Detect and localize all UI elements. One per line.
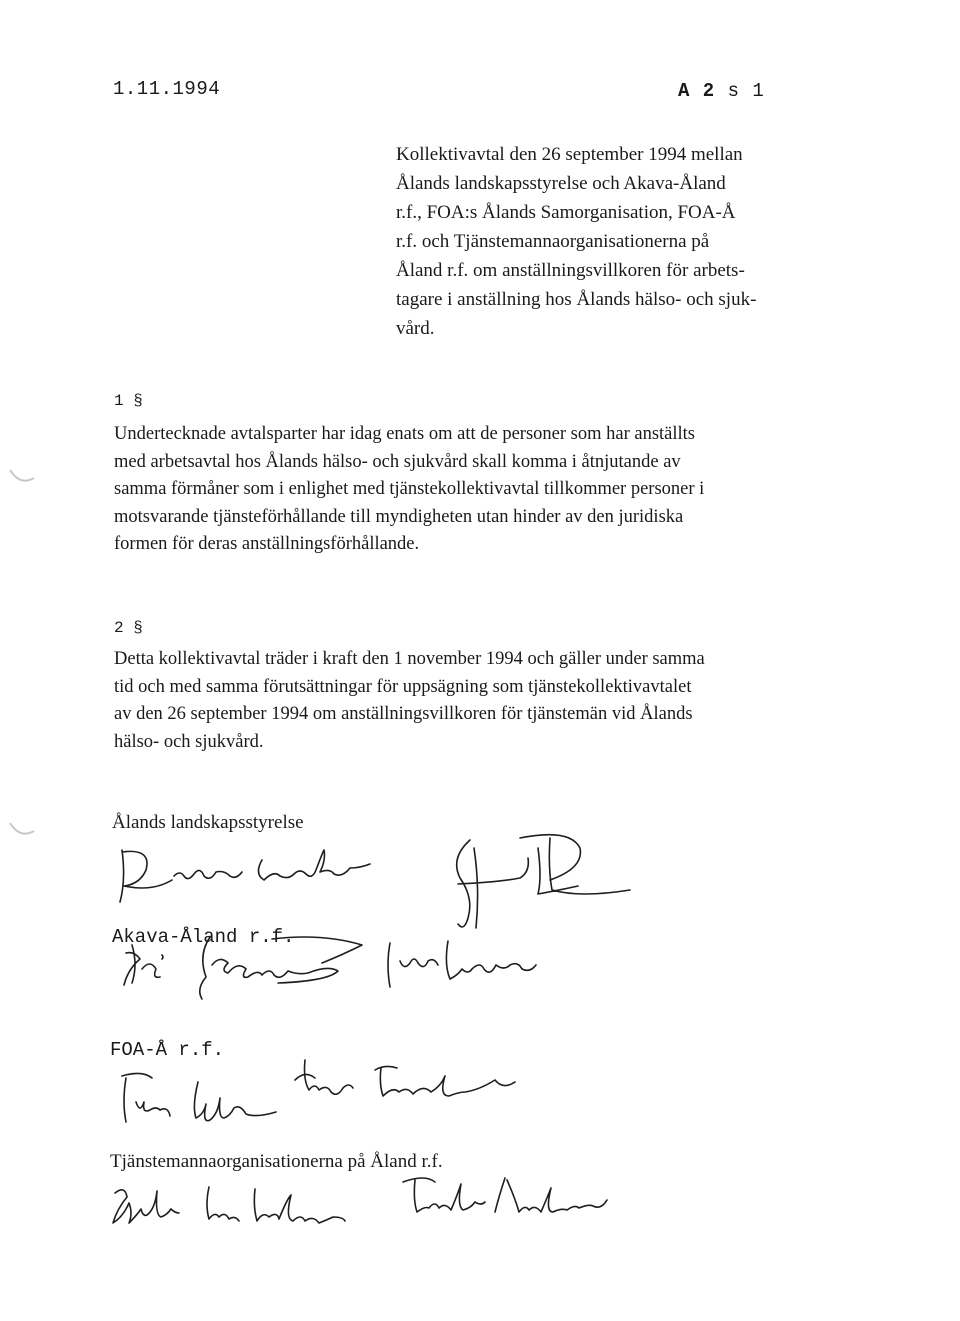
paragraph-line: med arbetsavtal hos Ålands hälso- och sjukvård skall komma i åtnjutande av — [114, 451, 681, 472]
paragraph-line: Undertecknade avtalsparter har idag enats om att de personer som har anställts — [114, 424, 695, 444]
handwritten-signature — [285, 1050, 545, 1110]
section-1-number: 1 § — [114, 392, 143, 410]
heading-line: Åland r.f. om anställningsvillkoren för arbets- — [396, 260, 745, 281]
handwritten-signature — [105, 1175, 395, 1235]
paragraph-line: Detta kollektivavtal träder i kraft den 1 november 1994 och gäller under samma — [114, 649, 705, 669]
punch-hole-mark — [6, 815, 36, 845]
heading-line: r.f. och Tjänstemannaorganisationerna på — [396, 231, 710, 252]
paragraph-line: av den 26 september 1994 om anställningsvillkoren för tjänstemän vid Ålands — [114, 704, 693, 724]
page-number: s 1 — [715, 80, 765, 102]
handwritten-signature — [430, 828, 650, 938]
handwritten-signature — [380, 935, 580, 995]
appendix-number: A 2 — [678, 80, 716, 102]
handwritten-signature — [112, 1062, 282, 1132]
handwritten-signature — [112, 925, 382, 1005]
signatory-party-4: Tjänstemannaorganisationerna på Åland r.f. — [110, 1151, 443, 1172]
paragraph-line: hälso- och sjukvård. — [114, 731, 264, 752]
signatory-party-1: Ålands landskapsstyrelse — [112, 812, 304, 833]
heading-line: Ålands landskapsstyrelse och Akava-Åland — [396, 173, 726, 194]
paragraph-line: samma förmåner som i enlighet med tjänstekollektivavtal tillkommer personer i — [114, 479, 705, 499]
paragraph-line: tid och med samma förutsättningar för uppsägning som tjänstekollektivavtalet — [114, 676, 692, 697]
heading-line: tagare i anställning hos Ålands hälso- och sjuk- — [396, 289, 757, 310]
signatory-party-2: Akava-Åland r.f. — [112, 926, 295, 948]
paragraph-line: motsvarande tjänsteförhållande till myndigheten utan hinder av den juridiska — [114, 506, 684, 527]
punch-hole-mark — [6, 462, 36, 492]
page-reference — [678, 80, 765, 102]
section-2-number: 2 § — [114, 619, 143, 637]
heading-line: vård. — [396, 318, 435, 339]
section-2-text — [114, 646, 705, 756]
section-1-text — [114, 421, 704, 559]
agreement-heading — [396, 140, 756, 343]
heading-line: Kollektivavtal den 26 september 1994 mellan — [396, 144, 743, 165]
document-date: 1.11.1994 — [113, 78, 221, 100]
signatory-party-3: FOA-Å r.f. — [110, 1039, 225, 1061]
handwritten-signature — [395, 1168, 635, 1228]
paragraph-line: formen för deras anställningsförhållande. — [114, 534, 420, 554]
heading-line: r.f., FOA:s Ålands Samorganisation, FOA-Å — [396, 202, 736, 223]
handwritten-signature — [112, 840, 412, 910]
